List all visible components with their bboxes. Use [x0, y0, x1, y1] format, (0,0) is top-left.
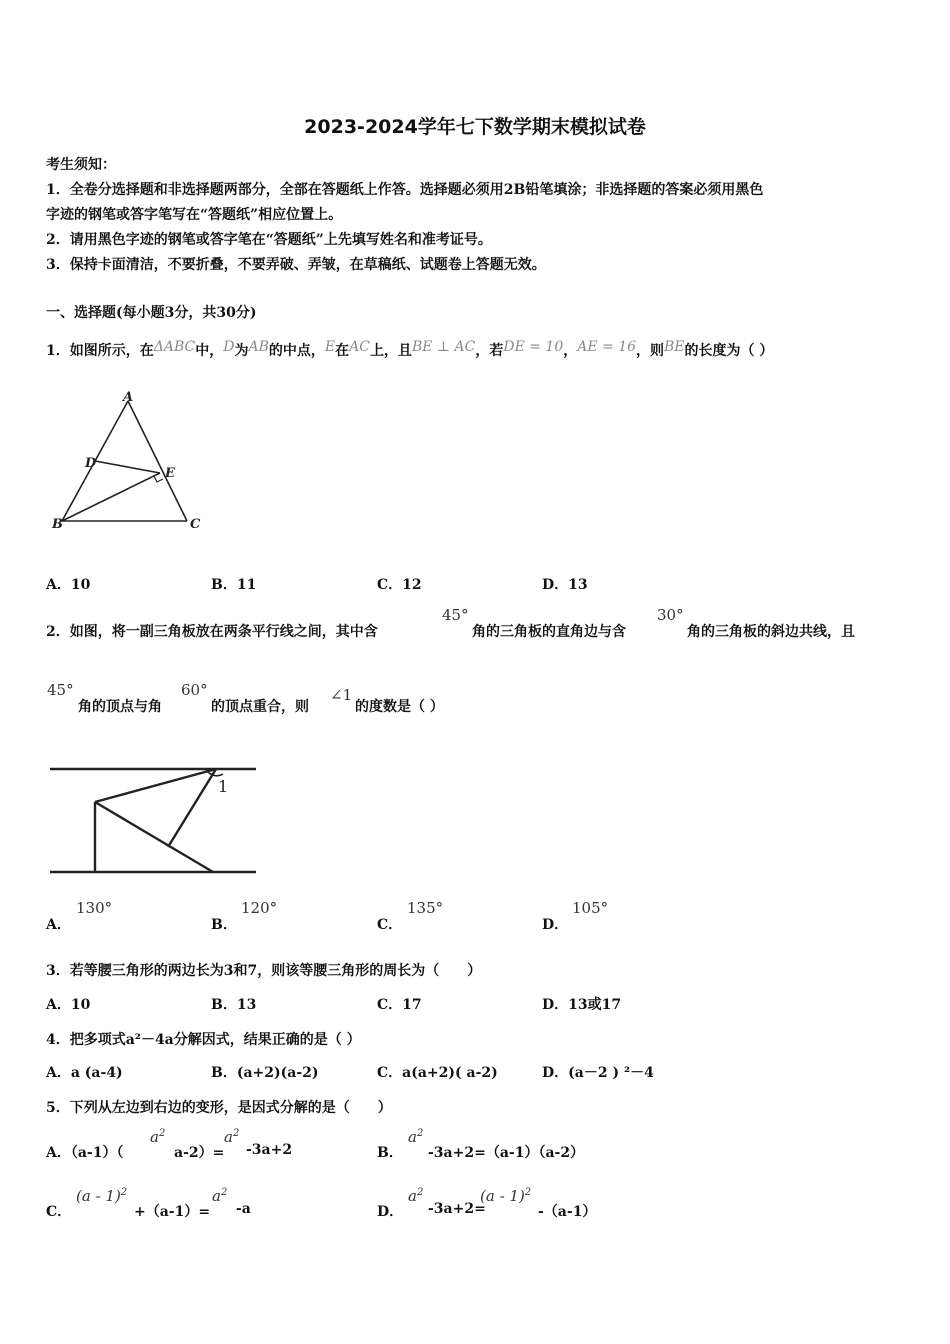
q2-stem-part-4: 角的顶点与角: [78, 699, 162, 715]
q5c-part-3: -a: [236, 1201, 251, 1217]
q2-stem-part-6: 的度数是（ ）: [355, 699, 444, 715]
q2-deg-60: 60°: [181, 681, 208, 699]
q2-angle-1: ∠1: [330, 686, 353, 704]
q5a-part-3: -3a+2: [246, 1142, 293, 1158]
q2-figure-label-1: 1: [218, 777, 229, 796]
q1-text: 的长度为（ ）: [684, 343, 774, 359]
q2-stem-part-5: 的顶点重合，则: [211, 699, 309, 715]
q5a-part-2: a-2）=: [174, 1145, 225, 1161]
q2-option-b-letter[interactable]: B．: [211, 917, 237, 933]
q2-parallel-lines-figure: [48, 756, 263, 878]
q1-option-a[interactable]: A．10: [46, 577, 91, 593]
q1-math-ae: AE = 16: [577, 339, 637, 355]
q5b-math-a: a: [408, 1128, 417, 1146]
q5-option-a[interactable]: [46, 1142, 124, 1162]
q2-option-c-letter[interactable]: C．: [377, 917, 403, 933]
q5b-part-2: -3a+2=（a-1）（a-2）: [428, 1145, 585, 1161]
q3-option-b[interactable]: B．13: [211, 997, 257, 1013]
q1-option-d[interactable]: D．13: [542, 577, 588, 593]
q1-text: ，: [563, 343, 578, 359]
q1-math-ac: AC: [349, 339, 370, 355]
q5a-math-a: a: [150, 1128, 159, 1146]
q3-option-c[interactable]: C．17: [377, 997, 422, 1013]
q1-text: ，若: [475, 343, 504, 359]
q1-text: 1．如图所示，在: [46, 343, 154, 359]
q3-option-a[interactable]: A．10: [46, 997, 91, 1013]
q2-option-d-value[interactable]: 105°: [572, 899, 609, 917]
page-title: 2023-2024学年七下数学期末模拟试卷: [304, 116, 646, 138]
q5a-math-a-squared-2: [224, 1128, 239, 1146]
q1-text: 在: [335, 343, 350, 359]
notice-item-1-line-2: 字迹的钢笔或答字笔写在“答题纸”相应位置上。: [46, 207, 343, 223]
q1-text: 上，且: [369, 343, 412, 359]
q1-math-triangle: ΔABC: [153, 339, 196, 355]
q5b-sup: 2: [416, 1128, 424, 1139]
q1-math-perp: BE ⊥ AC: [411, 339, 476, 355]
q1-text: 的中点，: [268, 343, 325, 359]
q2-deg-45b: 45°: [47, 681, 74, 699]
q2-option-b-value[interactable]: 120°: [241, 899, 278, 917]
fig1-label-c: C: [190, 517, 201, 532]
q4-option-b[interactable]: B．(a+2)(a-2): [211, 1065, 319, 1081]
q1-triangle-figure: [50, 385, 210, 540]
q2-stem-part-2: 角的三角板的直角边与含: [472, 624, 626, 640]
q5c-math-paren: [76, 1187, 127, 1205]
q5d-math-paren: [480, 1187, 531, 1205]
q1-text: 为: [234, 343, 249, 359]
q5c-part-2: +（a-1）=: [134, 1204, 211, 1220]
notice-heading: 考生须知：: [46, 157, 116, 173]
q5c-math-a-minus-1: (a - 1): [76, 1187, 121, 1205]
fig1-label-e: E: [165, 466, 175, 481]
q5a-sup-2: 2: [232, 1128, 240, 1139]
q1-math-d: D: [223, 339, 235, 355]
fig1-label-a: A: [123, 390, 134, 405]
q5c-sup-2: 2: [220, 1187, 228, 1198]
q4-option-a[interactable]: A．a (a-4): [46, 1065, 123, 1081]
question-1-stem: [46, 339, 773, 360]
q4-stem: 4．把多项式a²－4a分解因式，结果正确的是（ ）: [46, 1032, 361, 1048]
q5d-math-a: a: [408, 1187, 417, 1205]
q5d-sup-2: 2: [524, 1187, 532, 1198]
q2-deg-45: 45°: [442, 606, 469, 624]
q5a-math-a-squared: [150, 1128, 165, 1146]
q1-option-c[interactable]: C．12: [377, 577, 422, 593]
q1-text: ，则: [636, 343, 665, 359]
q2-option-d-letter[interactable]: D．: [542, 917, 569, 933]
q5-option-c[interactable]: C．: [46, 1204, 72, 1220]
q5d-math-a-minus-1: (a - 1): [480, 1187, 525, 1205]
q5b-math-a-squared: [408, 1128, 423, 1146]
q5-option-d[interactable]: D．: [377, 1204, 404, 1220]
q2-option-c-value[interactable]: 135°: [407, 899, 444, 917]
q1-math-ab: AB: [248, 339, 269, 355]
q1-math-be: BE: [664, 339, 685, 355]
q2-deg-30: 30°: [657, 606, 684, 624]
q5a-math-a2: a: [224, 1128, 233, 1146]
q2-stem-part-1: 2．如图，将一副三角板放在两条平行线之间，其中含: [46, 624, 378, 640]
q2-option-a-value[interactable]: 130°: [76, 899, 113, 917]
q1-text: 中，: [195, 343, 224, 359]
q2-stem-part-3: 角的三角板的斜边共线，且: [687, 624, 855, 640]
q4-option-d[interactable]: D．(a－2 ) ²－4: [542, 1065, 654, 1081]
q1-option-b[interactable]: B．11: [211, 577, 257, 593]
q1-math-de: DE = 10: [503, 339, 564, 355]
q1-math-e: E: [324, 339, 336, 355]
q5d-math-a-squared: [408, 1187, 423, 1205]
q2-option-a-letter[interactable]: A．: [46, 917, 71, 933]
q5c-sup: 2: [120, 1187, 128, 1198]
q3-option-d[interactable]: D．13或17: [542, 997, 622, 1013]
q5c-math-a-squared: [212, 1187, 227, 1205]
q3-stem: 3．若等腰三角形的两边长为3和7，则该等腰三角形的周长为（ ）: [46, 963, 482, 979]
q4-option-c[interactable]: C．a(a+2)( a-2): [377, 1065, 498, 1081]
q5-option-b[interactable]: B．: [377, 1145, 403, 1161]
q5c-math-a: a: [212, 1187, 221, 1205]
notice-item-1-line-1: 1．全卷分选择题和非选择题两部分，全部在答题纸上作答。选择题必须用2B铅笔填涂；非选择题的答案必须用黑色: [46, 182, 764, 198]
q5d-sup: 2: [416, 1187, 424, 1198]
q5a-text: A．（a-1）（: [46, 1145, 124, 1161]
q5a-sup: 2: [158, 1128, 166, 1139]
notice-item-3: 3．保持卡面清洁，不要折叠，不要弄破、弄皱，在草稿纸、试题卷上答题无效。: [46, 257, 546, 273]
section-heading: 一、选择题(每小题3分，共30分): [46, 305, 257, 321]
q5-stem: 5．下列从左边到右边的变形，是因式分解的是（ ）: [46, 1100, 392, 1116]
fig1-label-d: D: [85, 456, 97, 471]
q5d-part-3: -（a-1）: [538, 1204, 597, 1220]
notice-item-2: 2．请用黑色字迹的钢笔或答字笔在“答题纸”上先填写姓名和准考证号。: [46, 232, 492, 248]
fig1-label-b: B: [52, 517, 63, 532]
q5d-part-2: -3a+2=: [428, 1201, 486, 1217]
